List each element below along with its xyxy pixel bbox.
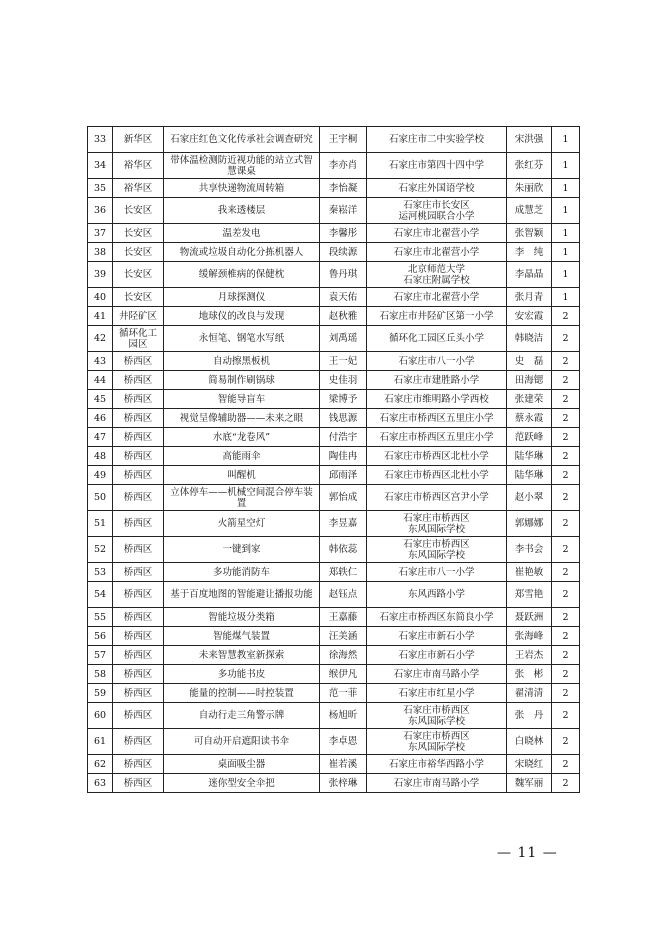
- school-cell: 石家庄市八一小学: [367, 352, 507, 371]
- school-cell: 石家庄市第四十四中学: [367, 153, 507, 179]
- table-row: [88, 288, 580, 307]
- student-name-cell: 韩依蕊: [320, 537, 367, 563]
- student-name-cell: 杨旭昕: [320, 703, 367, 729]
- teacher-name-cell: 李 纯: [507, 243, 552, 262]
- table-row: [88, 582, 580, 608]
- table-row: [88, 627, 580, 646]
- project-title-cell: 基于百度地图的智能避让播报功能: [164, 582, 320, 608]
- teacher-name-cell: 范跃峰: [507, 428, 552, 447]
- award-level-cell: 2: [552, 755, 580, 774]
- table-row: [88, 371, 580, 390]
- table-row: [88, 563, 580, 582]
- school-cell: 石家庄市桥西区北杜小学: [367, 447, 507, 466]
- district-cell: 桥西区: [113, 511, 164, 537]
- row-number-cell: 56: [88, 627, 113, 646]
- award-level-cell: 2: [552, 447, 580, 466]
- table-row: [88, 352, 580, 371]
- district-cell: 桥西区: [113, 755, 164, 774]
- district-cell: 桥西区: [113, 352, 164, 371]
- student-name-cell: 范一菲: [320, 684, 367, 703]
- project-title-cell: 永恒笔、钢笔水写纸: [164, 326, 320, 352]
- district-cell: 长安区: [113, 288, 164, 307]
- award-level-cell: 1: [552, 224, 580, 243]
- project-title-cell: 高能雨伞: [164, 447, 320, 466]
- teacher-name-cell: 郑雪艳: [507, 582, 552, 608]
- district-cell: 桥西区: [113, 703, 164, 729]
- row-number-cell: 41: [88, 307, 113, 326]
- district-cell: 井陉矿区: [113, 307, 164, 326]
- student-name-cell: 梁博予: [320, 390, 367, 409]
- district-cell: 长安区: [113, 262, 164, 288]
- district-cell: 桥西区: [113, 371, 164, 390]
- teacher-name-cell: 翟清清: [507, 684, 552, 703]
- student-name-cell: 钱思源: [320, 409, 367, 428]
- student-name-cell: 鲁丹琪: [320, 262, 367, 288]
- teacher-name-cell: 陆华琳: [507, 447, 552, 466]
- row-number-cell: 51: [88, 511, 113, 537]
- table-row: [88, 326, 580, 352]
- award-level-cell: 2: [552, 608, 580, 627]
- school-cell: 石家庄市桥西区东简良小学: [367, 608, 507, 627]
- row-number-cell: 49: [88, 466, 113, 485]
- row-number-cell: 57: [88, 646, 113, 665]
- school-cell: 石家庄市桥西区宫尹小学: [367, 485, 507, 511]
- project-title-cell: 月球探测仪: [164, 288, 320, 307]
- teacher-name-cell: 张建荣: [507, 390, 552, 409]
- table-row: [88, 262, 580, 288]
- project-title-cell: 我来透楼层: [164, 198, 320, 224]
- school-cell: 北京师范大学 石家庄附属学校: [367, 262, 507, 288]
- teacher-name-cell: 张红芬: [507, 153, 552, 179]
- award-level-cell: 2: [552, 307, 580, 326]
- student-name-cell: 郑轶仁: [320, 563, 367, 582]
- award-level-cell: 2: [552, 684, 580, 703]
- awards-table-body: [88, 127, 580, 793]
- award-level-cell: 2: [552, 511, 580, 537]
- teacher-name-cell: 赵小翠: [507, 485, 552, 511]
- project-title-cell: 温差发电: [164, 224, 320, 243]
- row-number-cell: 44: [88, 371, 113, 390]
- district-cell: 裕华区: [113, 179, 164, 198]
- district-cell: 裕华区: [113, 153, 164, 179]
- school-cell: 石家庄市桥西区五里庄小学: [367, 428, 507, 447]
- project-title-cell: 迷你型安全伞把: [164, 774, 320, 793]
- student-name-cell: 崔若溪: [320, 755, 367, 774]
- project-title-cell: 桌面吸尘器: [164, 755, 320, 774]
- school-cell: 石家庄市八一小学: [367, 563, 507, 582]
- award-level-cell: 2: [552, 352, 580, 371]
- school-cell: 石家庄市桥西区 东风国际学校: [367, 537, 507, 563]
- table-row: [88, 307, 580, 326]
- student-name-cell: 史佳羽: [320, 371, 367, 390]
- teacher-name-cell: 史 磊: [507, 352, 552, 371]
- student-name-cell: 张梓琳: [320, 774, 367, 793]
- award-level-cell: 2: [552, 665, 580, 684]
- row-number-cell: 47: [88, 428, 113, 447]
- table-row: [88, 409, 580, 428]
- school-cell: 石家庄市维明路小学西校: [367, 390, 507, 409]
- student-name-cell: 秦崧洋: [320, 198, 367, 224]
- award-level-cell: 1: [552, 262, 580, 288]
- district-cell: 桥西区: [113, 485, 164, 511]
- table-row: [88, 665, 580, 684]
- student-name-cell: 郭怡成: [320, 485, 367, 511]
- project-title-cell: 共享快递物流周转箱: [164, 179, 320, 198]
- row-number-cell: 40: [88, 288, 113, 307]
- school-cell: 石家庄市建胜路小学: [367, 371, 507, 390]
- teacher-name-cell: 魏军丽: [507, 774, 552, 793]
- award-level-cell: 1: [552, 243, 580, 262]
- project-title-cell: 多功能书皮: [164, 665, 320, 684]
- district-cell: 桥西区: [113, 563, 164, 582]
- award-level-cell: 2: [552, 729, 580, 755]
- award-level-cell: 1: [552, 288, 580, 307]
- teacher-name-cell: 聂跃洲: [507, 608, 552, 627]
- table-row: [88, 729, 580, 755]
- student-name-cell: 李怡凝: [320, 179, 367, 198]
- project-title-cell: 简易制作刷锅球: [164, 371, 320, 390]
- school-cell: 石家庄市井陉矿区第一小学: [367, 307, 507, 326]
- district-cell: 循环化工园区: [113, 326, 164, 352]
- award-level-cell: 1: [552, 127, 580, 153]
- teacher-name-cell: 张海峰: [507, 627, 552, 646]
- project-title-cell: 火箭星空灯: [164, 511, 320, 537]
- school-cell: 石家庄市桥西区 东风国际学校: [367, 703, 507, 729]
- school-cell: 石家庄市新石小学: [367, 646, 507, 665]
- award-level-cell: 2: [552, 390, 580, 409]
- table-row: [88, 646, 580, 665]
- school-cell: 石家庄外国语学校: [367, 179, 507, 198]
- district-cell: 桥西区: [113, 608, 164, 627]
- district-cell: 桥西区: [113, 627, 164, 646]
- district-cell: 桥西区: [113, 428, 164, 447]
- table-row: [88, 608, 580, 627]
- row-number-cell: 35: [88, 179, 113, 198]
- student-name-cell: 汪美涵: [320, 627, 367, 646]
- student-name-cell: 徐海然: [320, 646, 367, 665]
- teacher-name-cell: 张月青: [507, 288, 552, 307]
- table-row: [88, 243, 580, 262]
- school-cell: 石家庄市北翟营小学: [367, 243, 507, 262]
- award-level-cell: 1: [552, 198, 580, 224]
- row-number-cell: 63: [88, 774, 113, 793]
- school-cell: 石家庄市南马路小学: [367, 774, 507, 793]
- district-cell: 桥西区: [113, 684, 164, 703]
- award-level-cell: 2: [552, 371, 580, 390]
- district-cell: 长安区: [113, 243, 164, 262]
- school-cell: 石家庄市裕华西路小学: [367, 755, 507, 774]
- table-row: [88, 466, 580, 485]
- award-level-cell: 1: [552, 153, 580, 179]
- teacher-name-cell: 白晓林: [507, 729, 552, 755]
- project-title-cell: 视觉呈像辅助器——未来之眼: [164, 409, 320, 428]
- district-cell: 长安区: [113, 198, 164, 224]
- award-level-cell: 2: [552, 409, 580, 428]
- school-cell: 石家庄市桥西区五里庄小学: [367, 409, 507, 428]
- student-name-cell: 刘禹瑶: [320, 326, 367, 352]
- table-row: [88, 511, 580, 537]
- row-number-cell: 54: [88, 582, 113, 608]
- row-number-cell: 46: [88, 409, 113, 428]
- row-number-cell: 62: [88, 755, 113, 774]
- student-name-cell: 李馨彤: [320, 224, 367, 243]
- project-title-cell: 自动行走三角警示牌: [164, 703, 320, 729]
- district-cell: 桥西区: [113, 447, 164, 466]
- student-name-cell: 李卓恩: [320, 729, 367, 755]
- district-cell: 桥西区: [113, 409, 164, 428]
- award-level-cell: 2: [552, 703, 580, 729]
- project-title-cell: 缓解颈椎病的保健枕: [164, 262, 320, 288]
- award-level-cell: 2: [552, 774, 580, 793]
- row-number-cell: 39: [88, 262, 113, 288]
- teacher-name-cell: 陆华琳: [507, 466, 552, 485]
- page-number: — 11 —: [497, 845, 558, 861]
- school-cell: 石家庄市新石小学: [367, 627, 507, 646]
- award-level-cell: 2: [552, 582, 580, 608]
- school-cell: 石家庄市北翟营小学: [367, 288, 507, 307]
- school-cell: 循环化工园区丘头小学: [367, 326, 507, 352]
- award-level-cell: 2: [552, 466, 580, 485]
- district-cell: 桥西区: [113, 537, 164, 563]
- school-cell: 石家庄市南马路小学: [367, 665, 507, 684]
- project-title-cell: 一键到家: [164, 537, 320, 563]
- teacher-name-cell: 李晶晶: [507, 262, 552, 288]
- row-number-cell: 42: [88, 326, 113, 352]
- row-number-cell: 48: [88, 447, 113, 466]
- row-number-cell: 59: [88, 684, 113, 703]
- row-number-cell: 37: [88, 224, 113, 243]
- row-number-cell: 61: [88, 729, 113, 755]
- project-title-cell: 水底“龙卷风”: [164, 428, 320, 447]
- project-title-cell: 智能垃圾分类箱: [164, 608, 320, 627]
- district-cell: 桥西区: [113, 774, 164, 793]
- table-row: [88, 447, 580, 466]
- student-name-cell: 李亦肖: [320, 153, 367, 179]
- award-level-cell: 2: [552, 326, 580, 352]
- table-row: [88, 537, 580, 563]
- table-row: [88, 224, 580, 243]
- district-cell: 长安区: [113, 224, 164, 243]
- teacher-name-cell: 田海锶: [507, 371, 552, 390]
- project-title-cell: 多功能消防车: [164, 563, 320, 582]
- teacher-name-cell: 成慧芝: [507, 198, 552, 224]
- table-row: [88, 198, 580, 224]
- project-title-cell: 物流或垃圾自动化分拣机器人: [164, 243, 320, 262]
- table-row: [88, 774, 580, 793]
- school-cell: 石家庄市北翟营小学: [367, 224, 507, 243]
- table-row: [88, 179, 580, 198]
- award-level-cell: 2: [552, 428, 580, 447]
- district-cell: 桥西区: [113, 665, 164, 684]
- student-name-cell: 段续源: [320, 243, 367, 262]
- school-cell: 石家庄市长安区 运河桃园联合小学: [367, 198, 507, 224]
- school-cell: 石家庄市桥西区 东风国际学校: [367, 729, 507, 755]
- project-title-cell: 叫醒机: [164, 466, 320, 485]
- award-level-cell: 2: [552, 646, 580, 665]
- award-level-cell: 1: [552, 179, 580, 198]
- row-number-cell: 50: [88, 485, 113, 511]
- table-row: [88, 485, 580, 511]
- award-level-cell: 2: [552, 563, 580, 582]
- project-title-cell: 地球仪的改良与发现: [164, 307, 320, 326]
- teacher-name-cell: 张 彬: [507, 665, 552, 684]
- student-name-cell: 李昱嘉: [320, 511, 367, 537]
- district-cell: 桥西区: [113, 646, 164, 665]
- district-cell: 桥西区: [113, 390, 164, 409]
- student-name-cell: 袁天佑: [320, 288, 367, 307]
- row-number-cell: 52: [88, 537, 113, 563]
- school-cell: 石家庄市桥西区 东风国际学校: [367, 511, 507, 537]
- student-name-cell: 邱雨泽: [320, 466, 367, 485]
- teacher-name-cell: 王岩杰: [507, 646, 552, 665]
- row-number-cell: 43: [88, 352, 113, 371]
- row-number-cell: 33: [88, 127, 113, 153]
- teacher-name-cell: 郭娜娜: [507, 511, 552, 537]
- student-name-cell: 缑伊凡: [320, 665, 367, 684]
- table-row: [88, 703, 580, 729]
- table-row: [88, 153, 580, 179]
- award-level-cell: 2: [552, 537, 580, 563]
- awards-table: [87, 126, 580, 793]
- table-row: [88, 127, 580, 153]
- project-title-cell: 智能导盲车: [164, 390, 320, 409]
- teacher-name-cell: 张 丹: [507, 703, 552, 729]
- student-name-cell: 赵秋雅: [320, 307, 367, 326]
- award-level-cell: 2: [552, 485, 580, 511]
- project-title-cell: 自动擦黑板机: [164, 352, 320, 371]
- project-title-cell: 智能煤气装置: [164, 627, 320, 646]
- student-name-cell: 王嘉藤: [320, 608, 367, 627]
- row-number-cell: 36: [88, 198, 113, 224]
- project-title-cell: 立体停车——机械空间混合停车装置: [164, 485, 320, 511]
- row-number-cell: 55: [88, 608, 113, 627]
- teacher-name-cell: 宋晓红: [507, 755, 552, 774]
- teacher-name-cell: 张智颖: [507, 224, 552, 243]
- table-row: [88, 428, 580, 447]
- table-row: [88, 684, 580, 703]
- student-name-cell: 王一妃: [320, 352, 367, 371]
- teacher-name-cell: 韩晓洁: [507, 326, 552, 352]
- table-row: [88, 755, 580, 774]
- district-cell: 桥西区: [113, 582, 164, 608]
- district-cell: 桥西区: [113, 729, 164, 755]
- row-number-cell: 58: [88, 665, 113, 684]
- award-level-cell: 2: [552, 627, 580, 646]
- student-name-cell: 付浩宇: [320, 428, 367, 447]
- teacher-name-cell: 蔡永霞: [507, 409, 552, 428]
- student-name-cell: 陶佳冉: [320, 447, 367, 466]
- student-name-cell: 赵钰点: [320, 582, 367, 608]
- school-cell: 东风西路小学: [367, 582, 507, 608]
- project-title-cell: 能量的控制——时控装置: [164, 684, 320, 703]
- student-name-cell: 王宇桐: [320, 127, 367, 153]
- project-title-cell: 未来智慧教室新探索: [164, 646, 320, 665]
- teacher-name-cell: 李书会: [507, 537, 552, 563]
- row-number-cell: 38: [88, 243, 113, 262]
- district-cell: 桥西区: [113, 466, 164, 485]
- project-title-cell: 可自动开启遮阳读书伞: [164, 729, 320, 755]
- row-number-cell: 45: [88, 390, 113, 409]
- teacher-name-cell: 宋洪强: [507, 127, 552, 153]
- school-cell: 石家庄市桥西区北杜小学: [367, 466, 507, 485]
- school-cell: 石家庄市二中实验学校: [367, 127, 507, 153]
- teacher-name-cell: 崔艳敏: [507, 563, 552, 582]
- project-title-cell: 带体温检测防近视功能的站立式智慧课桌: [164, 153, 320, 179]
- teacher-name-cell: 安宏霞: [507, 307, 552, 326]
- row-number-cell: 34: [88, 153, 113, 179]
- row-number-cell: 60: [88, 703, 113, 729]
- table-row: [88, 390, 580, 409]
- project-title-cell: 石家庄红色文化传承社会调查研究: [164, 127, 320, 153]
- school-cell: 石家庄市红星小学: [367, 684, 507, 703]
- teacher-name-cell: 朱丽欣: [507, 179, 552, 198]
- row-number-cell: 53: [88, 563, 113, 582]
- district-cell: 新华区: [113, 127, 164, 153]
